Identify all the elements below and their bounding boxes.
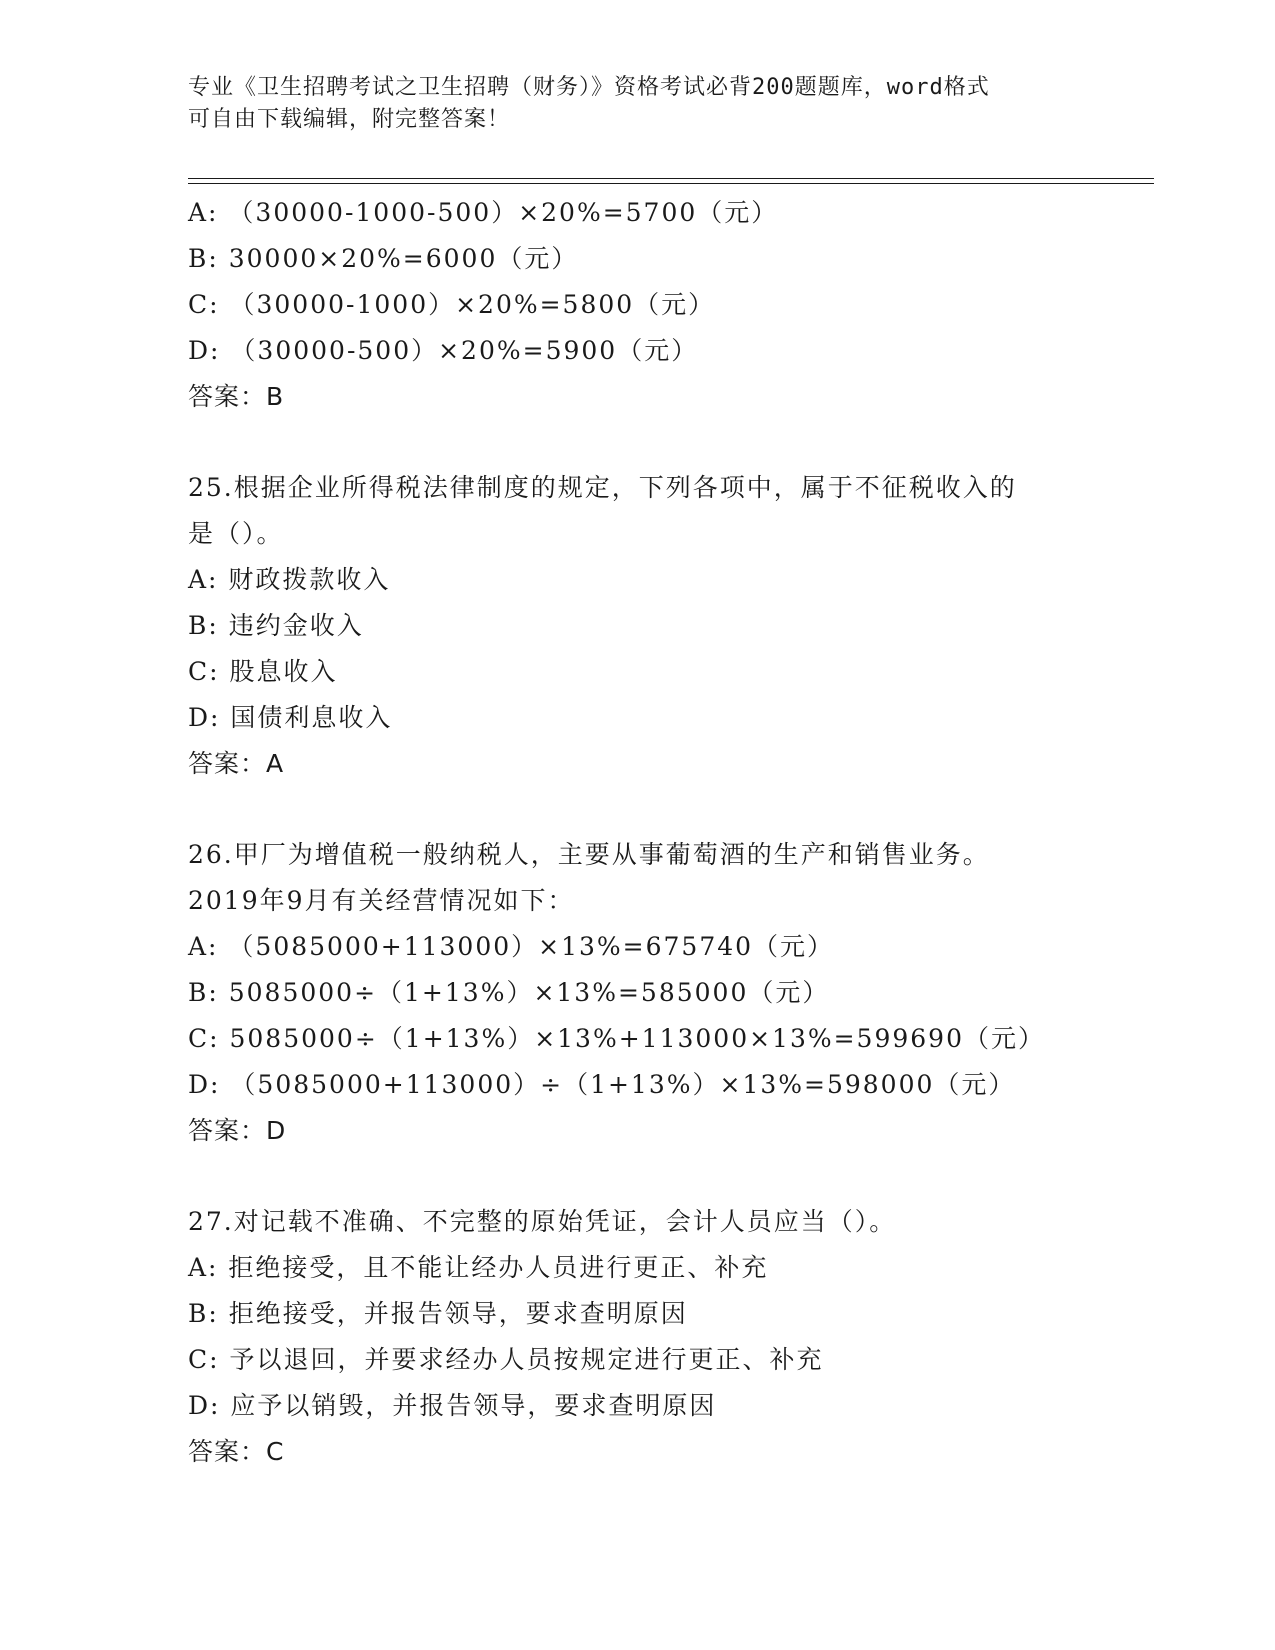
question-text-line: 是（）。: [188, 519, 284, 548]
option-d: D: 应予以销毁，并报告领导，要求查明原因: [188, 1391, 717, 1420]
option-d: D: （5085000+113000）÷（1+13%）×13%=598000（元）: [188, 1070, 1016, 1099]
question-block-27: [188, 1199, 1148, 1475]
option-b: B: 5085000÷（1+13%）×13%=585000（元）: [188, 978, 830, 1007]
option-c: C: 股息收入: [188, 657, 338, 686]
option-c: C: 予以退回，并要求经办人员按规定进行更正、补充: [188, 1345, 824, 1374]
option-b: B: 违约金收入: [188, 611, 364, 640]
question-text-line: 2019年9月有关经营情况如下：: [188, 886, 575, 915]
option-d: D: 国债利息收入: [188, 703, 393, 732]
option-a: A: （5085000+113000）×13%=675740（元）: [188, 932, 835, 961]
option-a: A: （30000-1000-500）×20%=5700（元）: [188, 198, 779, 227]
document-header: [188, 72, 1068, 136]
option-c: C: （30000-1000）×20%=5800（元）: [188, 290, 716, 319]
option-d: D: （30000-500）×20%=5900（元）: [188, 336, 699, 365]
question-text-line: 26.甲厂为增值税一般纳税人，主要从事葡萄酒的生产和销售业务。: [188, 840, 990, 869]
question-text-line: 27.对记载不准确、不完整的原始凭证，会计人员应当（）。: [188, 1207, 897, 1236]
option-b: B: 拒绝接受，并报告领导，要求查明原因: [188, 1299, 688, 1328]
answer-line: 答案：C: [188, 1437, 285, 1466]
question-text-line: 25.根据企业所得税法律制度的规定，下列各项中，属于不征税收入的: [188, 473, 1017, 502]
option-a: A: 拒绝接受，且不能让经办人员进行更正、补充: [188, 1253, 769, 1282]
header-line-2: 可自由下载编辑，附完整答案！: [188, 107, 511, 132]
option-a: A: 财政拨款收入: [188, 565, 391, 594]
question-block-26: [188, 832, 1148, 1154]
answer-line: 答案：A: [188, 749, 285, 778]
option-b: B: 30000×20%=6000（元）: [188, 244, 579, 273]
option-c: C: 5085000÷（1+13%）×13%+113000×13%=599690（元）: [188, 1024, 1045, 1053]
answer-line: 答案：D: [188, 1116, 287, 1145]
header-divider-bottom: [188, 183, 1154, 184]
header-line-1: 专业《卫生招聘考试之卫生招聘（财务）》资格考试必背200题题库，word格式: [188, 75, 990, 100]
question-block-24: [188, 190, 1148, 420]
question-list: [188, 190, 1148, 1520]
header-divider-top: [188, 178, 1154, 179]
answer-line: 答案：B: [188, 382, 285, 411]
question-block-25: [188, 465, 1148, 787]
